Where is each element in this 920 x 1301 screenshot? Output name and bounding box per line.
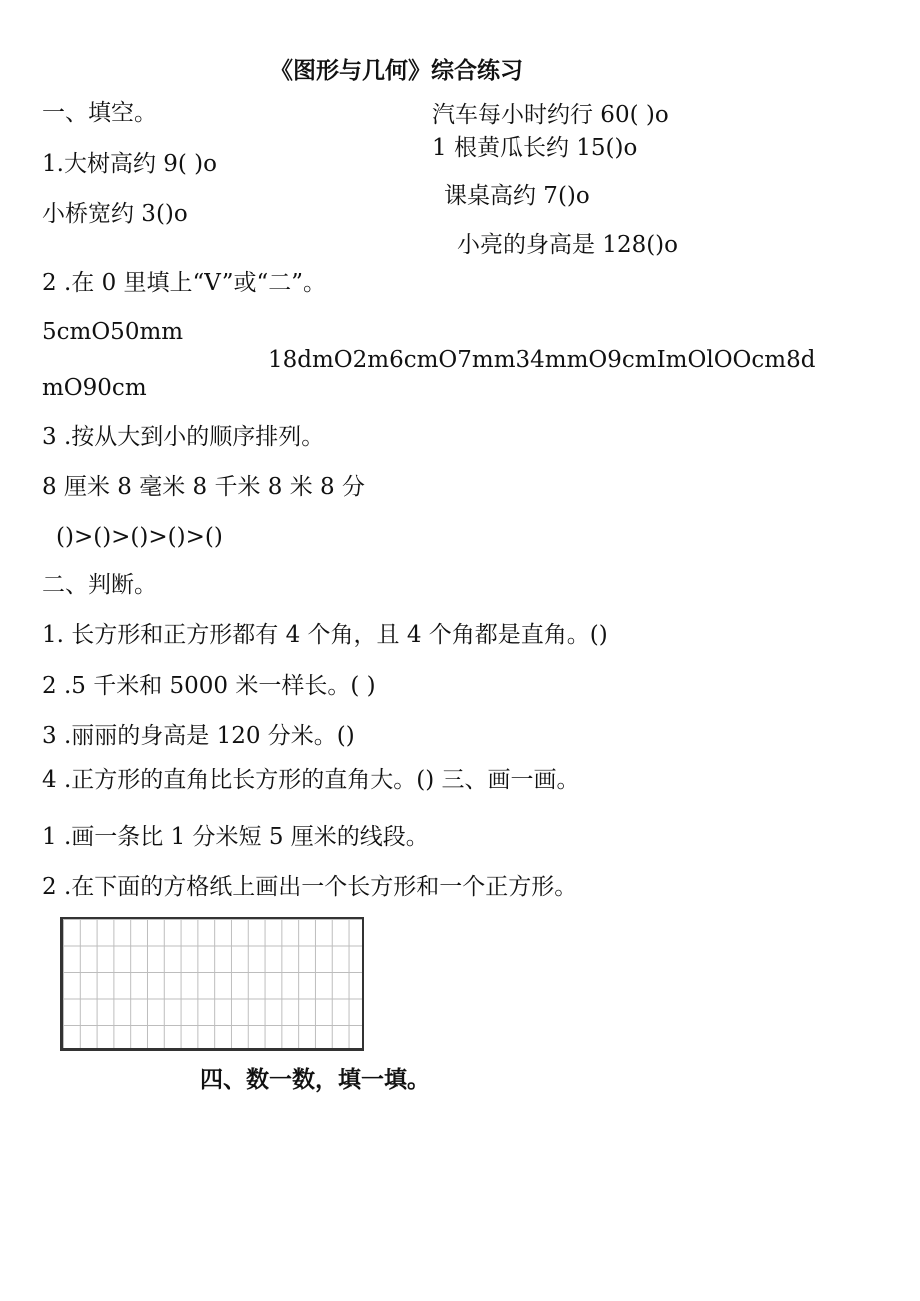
judge-item-3: 3 .丽丽的身高是 120 分米。() [42,723,355,749]
q1-person-height: 小亮的身高是 128()o [457,232,679,258]
q2-compare-line2: 18dmO2m6cmO7mm34mmO9cmImOlOOcm8d [268,347,816,373]
q3-instruction: 3 .按从大到小的顺序排列。 [42,424,325,450]
section1-heading: 一、填空。 [42,100,157,126]
section2-heading: 二、判断。 [42,572,157,598]
q2-compare-line3: mO90cm [42,375,147,401]
page-title: 《图形与几何》综合练习 [270,57,523,84]
q3-blanks: ()>()>()>()>() [56,524,223,550]
q1-desk-height: 课桌高约 7()o [444,183,590,209]
q1-bridge-width: 小桥宽约 3()o [42,201,188,227]
judge-item-1: 1. 长方形和正方形都有 4 个角，且 4 个角都是直角。() [42,622,608,648]
q1-cucumber-length: 1 根黄瓜长约 15()o [432,135,638,161]
draw-item-1: 1 .画一条比 1 分米短 5 厘米的线段。 [42,824,429,850]
q1-tree-height: 1.大树高约 9( )o [42,151,217,177]
q3-items: 8 厘米 8 毫米 8 千米 8 米 8 分 [42,474,365,500]
q1-car-speed: 汽车每小时约行 60( )o [432,102,669,128]
graph-paper-grid[interactable] [60,917,364,1051]
draw-item-2: 2 .在下面的方格纸上画出一个长方形和一个正方形。 [42,874,578,900]
q2-instruction: 2 .在 0 里填上“V”或“二”。 [42,270,326,296]
judge-item-4: 4 .正方形的直角比长方形的直角大。() 三、画一画。 [42,767,580,793]
q2-compare-line1: 5cmO50mm [42,319,184,345]
judge-item-2: 2 .5 千米和 5000 米一样长。( ) [42,673,376,699]
section4-heading: 四、数一数，填一填。 [200,1066,430,1093]
